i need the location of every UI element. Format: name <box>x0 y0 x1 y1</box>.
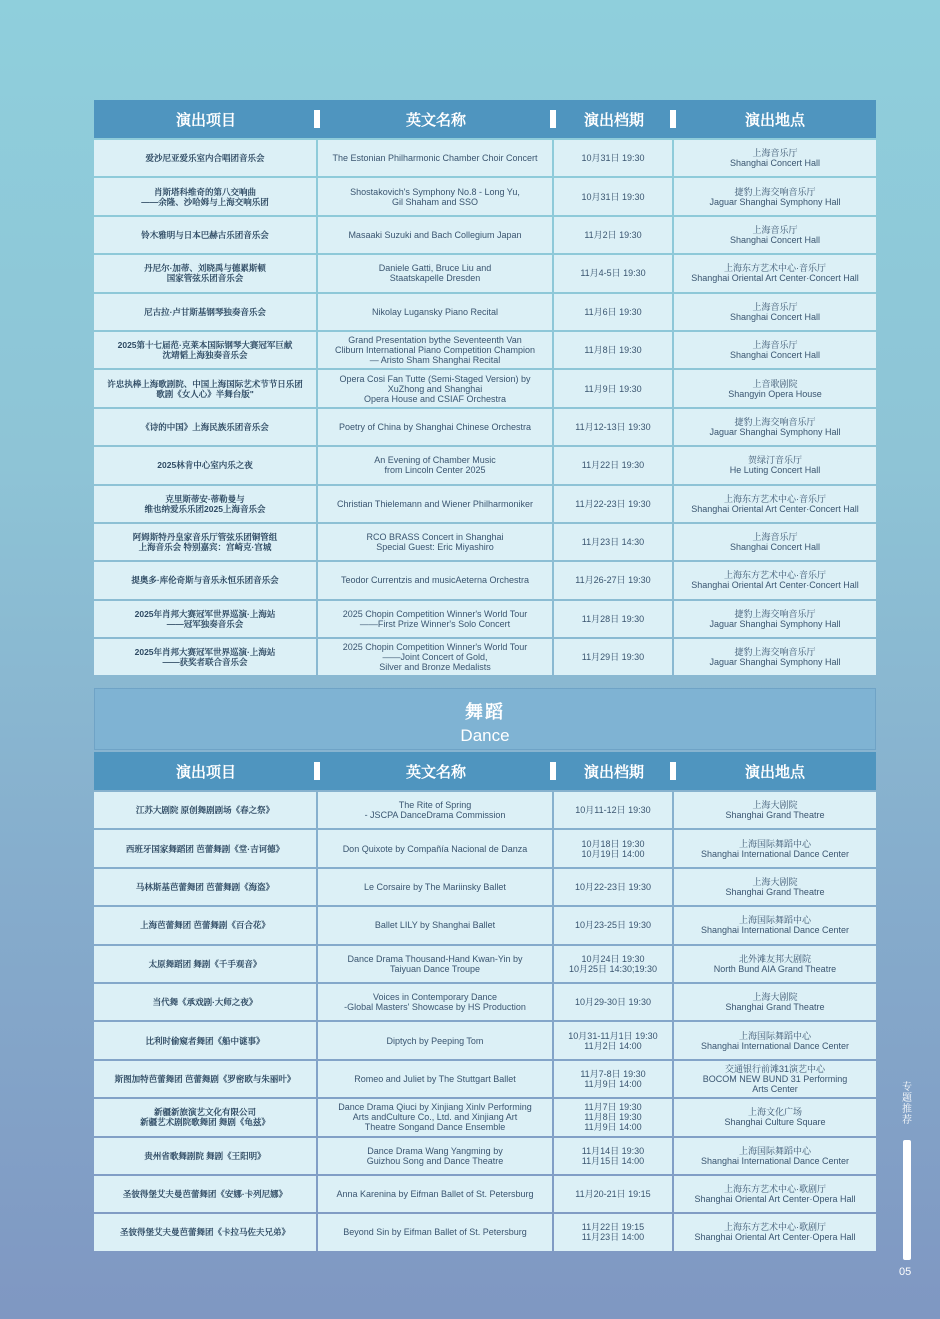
venue-cell: 上音歌剧院 Shangyin Opera House <box>674 370 876 406</box>
table-row <box>94 984 876 1020</box>
header-venue: 演出地点 <box>744 111 805 129</box>
table-row <box>94 332 876 368</box>
schedule-cell: 11月20-21日 19:15 <box>554 1176 672 1212</box>
concert-rows <box>94 140 876 675</box>
table-row <box>94 140 876 176</box>
table-row <box>94 1061 876 1097</box>
english-name-cell: An Evening of Chamber Music from Lincoln Center 2025 <box>318 447 552 483</box>
table-row <box>94 370 876 406</box>
program-cell: 江苏大剧院 原创舞剧剧场《春之祭》 <box>94 792 316 828</box>
venue-cell: 上海音乐厅 Shanghai Concert Hall <box>674 294 876 330</box>
schedule-cell: 11月4-5日 19:30 <box>554 255 672 291</box>
english-name-cell: Dance Drama Wang Yangming by Guizhou Song and Dance Theatre <box>318 1138 552 1174</box>
english-name-cell: The Estonian Philharmonic Chamber Choir Concert <box>318 140 552 176</box>
schedule-cell: 10月31-11月1日 19:30 11月2日 14:00 <box>554 1022 672 1058</box>
venue-cell: 上海音乐厅 Shanghai Concert Hall <box>674 332 876 368</box>
schedule-cell: 11月12-13日 19:30 <box>554 409 672 445</box>
venue-cell: 上海音乐厅 Shanghai Concert Hall <box>674 140 876 176</box>
header-schedule: 演出档期 <box>554 752 674 790</box>
section-title-en: Dance <box>460 726 510 745</box>
schedule-cell: 11月7日 19:30 11月8日 19:30 11月9日 14:00 <box>554 1099 672 1135</box>
schedule-cell: 11月9日 19:30 <box>554 370 672 406</box>
venue-cell: 北外滩友邦大剧院 North Bund AIA Grand Theatre <box>674 946 876 982</box>
table-row <box>94 255 876 291</box>
schedule-cell: 11月22日 19:30 <box>554 447 672 483</box>
schedule-cell: 10月31日 19:30 <box>554 178 672 214</box>
schedule-cell: 11月28日 19:30 <box>554 601 672 637</box>
schedule-cell: 10月11-12日 19:30 <box>554 792 672 828</box>
venue-cell: 上海国际舞蹈中心 Shanghai International Dance Center <box>674 907 876 943</box>
table-row <box>94 639 876 675</box>
schedule-cell: 10月23-25日 19:30 <box>554 907 672 943</box>
english-name-cell: Le Corsaire by The Mariinsky Ballet <box>318 869 552 905</box>
header-english-name: 英文名称 <box>318 752 554 790</box>
english-name-cell: Opera Cosi Fan Tutte (Semi-Staged Version) by XuZhong and Shanghai Opera House and CSIAF Orchestra <box>318 370 552 406</box>
venue-cell: 上海东方艺术中心·歌剧厅 Shanghai Oriental Art Center·Opera Hall <box>674 1176 876 1212</box>
header-english-name: 英文名称 <box>318 100 554 138</box>
venue-cell: 上海东方艺术中心·歌剧厅 Shanghai Oriental Art Center·Opera Hall <box>674 1214 876 1250</box>
table-row <box>94 869 876 905</box>
program-cell: 太原舞蹈团 舞剧《千手观音》 <box>94 946 316 982</box>
english-name-cell: Poetry of China by Shanghai Chinese Orchestra <box>318 409 552 445</box>
program-cell: 2025林肯中心室内乐之夜 <box>94 447 316 483</box>
dance-table-header <box>94 752 876 790</box>
venue-cell: 交通银行前滩31演艺中心 BOCOM NEW BUND 31 Performing Arts Center <box>674 1061 876 1097</box>
english-name-cell: Don Quixote by Compañía Nacional de Danza <box>318 830 552 866</box>
english-name-cell: Christian Thielemann and Wiener Philharmoniker <box>318 486 552 522</box>
table-row <box>94 409 876 445</box>
program-cell: 提奥多·库伦奇斯与音乐永恒乐团音乐会 <box>94 562 316 598</box>
venue-cell: 上海音乐厅 Shanghai Concert Hall <box>674 217 876 253</box>
program-cell: 新疆新旅演艺文化有限公司 新疆艺术剧院歌舞团 舞剧《龟兹》 <box>94 1099 316 1135</box>
program-cell: 《诗的中国》上海民族乐团音乐会 <box>94 409 316 445</box>
english-name-cell: Ballet LILY by Shanghai Ballet <box>318 907 552 943</box>
schedule-cell: 11月14日 19:30 11月15日 14:00 <box>554 1138 672 1174</box>
english-name-cell: Anna Karenina by Eifman Ballet of St. Petersburg <box>318 1176 552 1212</box>
english-name-cell: Masaaki Suzuki and Bach Collegium Japan <box>318 217 552 253</box>
table-row <box>94 562 876 598</box>
dance-section-title <box>94 688 876 750</box>
schedule-cell: 10月31日 19:30 <box>554 140 672 176</box>
table-row <box>94 294 876 330</box>
header-schedule: 演出档期 <box>554 100 674 138</box>
table-row <box>94 946 876 982</box>
page-number: 05 <box>899 1266 912 1278</box>
schedule-cell: 11月6日 19:30 <box>554 294 672 330</box>
venue-cell: 捷豹上海交响音乐厅 Jaguar Shanghai Symphony Hall <box>674 178 876 214</box>
schedule-cell: 11月26-27日 19:30 <box>554 562 672 598</box>
english-name-cell: Shostakovich's Symphony No.8 - Long Yu, Gil Shaham and SSO <box>318 178 552 214</box>
english-name-cell: Voices in Contemporary Dance -Global Masters' Showcase by HS Production <box>318 984 552 1020</box>
english-name-cell: Diptych by Peeping Tom <box>318 1022 552 1058</box>
table-row <box>94 1022 876 1058</box>
venue-cell: 上海东方艺术中心·音乐厅 Shanghai Oriental Art Center·Concert Hall <box>674 255 876 291</box>
venue-cell: 上海文化广场 Shanghai Culture Square <box>674 1099 876 1135</box>
dance-rows <box>94 792 876 1251</box>
program-cell: 圣彼得堡艾夫曼芭蕾舞团《安娜·卡列尼娜》 <box>94 1176 316 1212</box>
table-row <box>94 1138 876 1174</box>
venue-cell: 上海东方艺术中心·音乐厅 Shanghai Oriental Art Center·Concert Hall <box>674 562 876 598</box>
table-row <box>94 1099 876 1135</box>
english-name-cell: Grand Presentation bythe Seventeenth Van Cliburn International Piano Competition Champion — Aristo Sham Shanghai Recital <box>318 332 552 368</box>
english-name-cell: Nikolay Lugansky Piano Recital <box>318 294 552 330</box>
dance-table <box>94 752 876 1251</box>
schedule-cell: 11月22日 19:15 11月23日 14:00 <box>554 1214 672 1250</box>
table-row <box>94 1214 876 1250</box>
program-cell: 丹尼尔·加蒂、刘晓禹与德累斯顿 国家管弦乐团音乐会 <box>94 255 316 291</box>
program-cell: 尼古拉·卢甘斯基钢琴独奏音乐会 <box>94 294 316 330</box>
program-cell: 2025年肖邦大赛冠军世界巡演·上海站 ——获奖者联合音乐会 <box>94 639 316 675</box>
program-cell: 肖斯塔科维奇的第八交响曲 ——余隆、沙哈姆与上海交响乐团 <box>94 178 316 214</box>
venue-cell: 捷豹上海交响音乐厅 Jaguar Shanghai Symphony Hall <box>674 409 876 445</box>
program-cell: 贵州省歌舞剧院 舞剧《王阳明》 <box>94 1138 316 1174</box>
program-cell: 克里斯蒂安·蒂勒曼与 维也纳爱乐乐团2025上海音乐会 <box>94 486 316 522</box>
table-row <box>94 217 876 253</box>
venue-cell: 上海大剧院 Shanghai Grand Theatre <box>674 984 876 1020</box>
english-name-cell: RCO BRASS Concert in Shanghai Special Guest: Eric Miyashiro <box>318 524 552 560</box>
program-cell: 西班牙国家舞蹈团 芭蕾舞剧《堂·吉诃德》 <box>94 830 316 866</box>
header-program: 演出项目 <box>94 752 318 790</box>
program-cell: 2025年肖邦大赛冠军世界巡演·上海站 ——冠军独奏音乐会 <box>94 601 316 637</box>
table-row <box>94 447 876 483</box>
venue-cell: 上海大剧院 Shanghai Grand Theatre <box>674 792 876 828</box>
header-venue: 演出地点 <box>744 763 805 781</box>
schedule-cell: 10月22-23日 19:30 <box>554 869 672 905</box>
program-cell: 马林斯基芭蕾舞团 芭蕾舞剧《海盗》 <box>94 869 316 905</box>
english-name-cell: The Rite of Spring - JSCPA DanceDrama Commission <box>318 792 552 828</box>
concert-table-header <box>94 100 876 138</box>
table-row <box>94 178 876 214</box>
schedule-cell: 11月23日 14:30 <box>554 524 672 560</box>
venue-cell: 上海国际舞蹈中心 Shanghai International Dance Center <box>674 1138 876 1174</box>
english-name-cell: Dance Drama Qiuci by Xinjiang Xinlv Performing Arts andCulture Co., Ltd. and Xinjiang Art Theatre Songand Dance Ensemble <box>318 1099 552 1135</box>
side-section-tag: 专题推荐 <box>902 1082 912 1126</box>
venue-cell: 贺绿汀音乐厅 He Luting Concert Hall <box>674 447 876 483</box>
venue-cell: 上海东方艺术中心·音乐厅 Shanghai Oriental Art Center·Concert Hall <box>674 486 876 522</box>
table-row <box>94 907 876 943</box>
venue-cell: 上海国际舞蹈中心 Shanghai International Dance Center <box>674 1022 876 1058</box>
schedule-cell: 10月18日 19:30 10月19日 14:00 <box>554 830 672 866</box>
table-row <box>94 792 876 828</box>
table-row <box>94 524 876 560</box>
concert-table <box>94 100 876 675</box>
venue-cell: 上海大剧院 Shanghai Grand Theatre <box>674 869 876 905</box>
schedule-cell: 11月8日 19:30 <box>554 332 672 368</box>
venue-cell: 上海国际舞蹈中心 Shanghai International Dance Center <box>674 830 876 866</box>
schedule-cell: 11月29日 19:30 <box>554 639 672 675</box>
english-name-cell: Teodor Currentzis and musicAeterna Orchestra <box>318 562 552 598</box>
program-cell: 上海芭蕾舞团 芭蕾舞剧《百合花》 <box>94 907 316 943</box>
table-row <box>94 1176 876 1212</box>
program-cell: 铃木雅明与日本巴赫古乐团音乐会 <box>94 217 316 253</box>
header-program: 演出项目 <box>94 100 318 138</box>
table-row <box>94 486 876 522</box>
side-progress-bar <box>903 1140 911 1260</box>
program-cell: 许忠执棒上海歌剧院、中国上海国际艺术节节日乐团 歌剧《女人心》半舞台版" <box>94 370 316 406</box>
schedule-cell: 10月29-30日 19:30 <box>554 984 672 1020</box>
table-row <box>94 830 876 866</box>
venue-cell: 捷豹上海交响音乐厅 Jaguar Shanghai Symphony Hall <box>674 601 876 637</box>
schedule-cell: 11月2日 19:30 <box>554 217 672 253</box>
program-cell: 爱沙尼亚爱乐室内合唱团音乐会 <box>94 140 316 176</box>
schedule-cell: 11月7-8日 19:30 11月9日 14:00 <box>554 1061 672 1097</box>
table-row <box>94 601 876 637</box>
program-cell: 2025第十七届范·克莱本国际钢琴大赛冠军巨献 沈靖韬上海独奏音乐会 <box>94 332 316 368</box>
english-name-cell: 2025 Chopin Competition Winner's World Tour ——First Prize Winner's Solo Concert <box>318 601 552 637</box>
schedule-cell: 10月24日 19:30 10月25日 14:30;19:30 <box>554 946 672 982</box>
program-cell: 比利时偷窥者舞团《船中谜事》 <box>94 1022 316 1058</box>
english-name-cell: 2025 Chopin Competition Winner's World Tour ——Joint Concert of Gold, Silver and Bronze Medalists <box>318 639 552 675</box>
venue-cell: 捷豹上海交响音乐厅 Jaguar Shanghai Symphony Hall <box>674 639 876 675</box>
section-title-cn: 舞蹈 <box>465 702 505 722</box>
program-cell: 阿姆斯特丹皇家音乐厅管弦乐团铜管组 上海音乐会 特别嘉宾：宫崎克·宫城 <box>94 524 316 560</box>
venue-cell: 上海音乐厅 Shanghai Concert Hall <box>674 524 876 560</box>
english-name-cell: Daniele Gatti, Bruce Liu and Staatskapelle Dresden <box>318 255 552 291</box>
english-name-cell: Romeo and Juliet by The Stuttgart Ballet <box>318 1061 552 1097</box>
program-cell: 斯图加特芭蕾舞团 芭蕾舞剧《罗密欧与朱丽叶》 <box>94 1061 316 1097</box>
schedule-cell: 11月22-23日 19:30 <box>554 486 672 522</box>
program-cell: 当代舞《承戏剧·大师之夜》 <box>94 984 316 1020</box>
program-cell: 圣彼得堡艾夫曼芭蕾舞团《卡拉马佐夫兄弟》 <box>94 1214 316 1250</box>
english-name-cell: Dance Drama Thousand-Hand Kwan-Yin by Taiyuan Dance Troupe <box>318 946 552 982</box>
english-name-cell: Beyond Sin by Eifman Ballet of St. Petersburg <box>318 1214 552 1250</box>
